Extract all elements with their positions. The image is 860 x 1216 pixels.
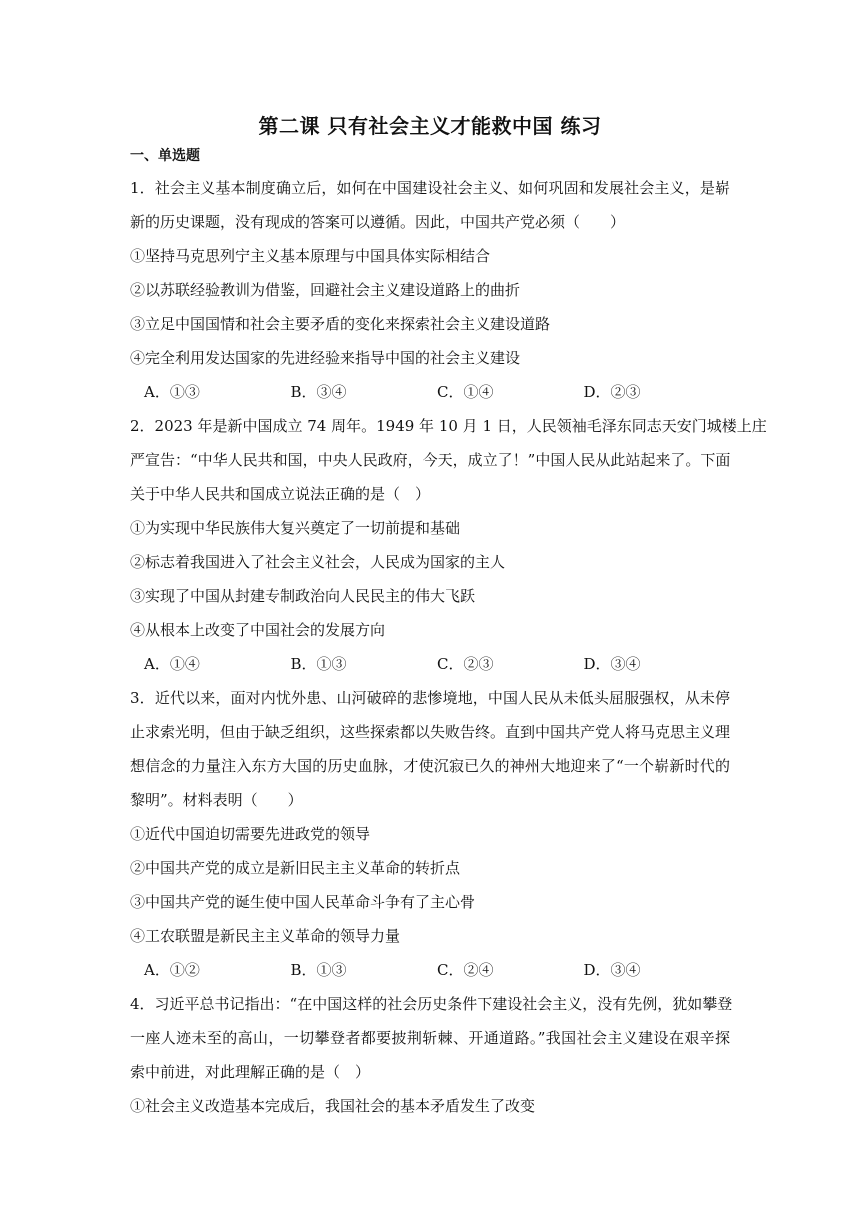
question-stem-line: 黎明”。材料表明（ ） <box>130 791 303 809</box>
question-stem-line: 1．社会主义基本制度确立后，如何在中国建设社会主义、如何巩固和发展社会主义，是崭 <box>130 179 730 197</box>
question-stem-line: 3．近代以来，面对内忧外患、山河破碎的悲惨境地，中国人民从未低头屈服强权，从未停 <box>130 689 730 707</box>
question-stem-line: 新的历史课题，没有现成的答案可以遵循。因此，中国共产党必须（ ） <box>130 213 626 231</box>
question-stem-line: 关于中华人民共和国成立说法正确的是（ ） <box>130 485 431 503</box>
question-stem-line: 严宣告：“中华人民共和国，中央人民政府，今天，成立了！”中国人民从此站起来了。下面 <box>130 451 731 469</box>
option-c: C．②③ <box>437 655 494 673</box>
statement-item: ②以苏联经验教训为借鉴，回避社会主义建设道路上的曲折 <box>130 281 521 299</box>
option-d: D．②③ <box>583 383 641 401</box>
question-4 <box>130 987 733 1123</box>
statement-item: ③实现了中国从封建专制政治向人民民主的伟大飞跃 <box>130 587 476 605</box>
statement-item: ①近代中国迫切需要先进政党的领导 <box>130 825 371 843</box>
statement-item: ④完全利用发达国家的先进经验来指导中国的社会主义建设 <box>130 349 521 367</box>
option-b: B．①③ <box>290 655 347 673</box>
page-title: 第二课 只有社会主义才能救中国 练习 <box>258 114 602 138</box>
question-1 <box>130 171 730 409</box>
statement-item: ①社会主义改造基本完成后，我国社会的基本矛盾发生了改变 <box>130 1097 536 1115</box>
option-d: D．③④ <box>583 655 641 673</box>
option-b: B．③④ <box>290 383 347 401</box>
question-3 <box>130 681 730 987</box>
statement-item: ④从根本上改变了中国社会的发展方向 <box>130 621 386 639</box>
question-stem-line: 4．习近平总书记指出：“在中国这样的社会历史条件下建设社会主义，没有先例，犹如攀登 <box>130 995 733 1013</box>
statement-item: ②标志着我国进入了社会主义社会，人民成为国家的主人 <box>130 553 506 571</box>
option-d: D．③④ <box>583 961 641 979</box>
option-c: C．①④ <box>437 383 494 401</box>
statement-item: ②中国共产党的成立是新旧民主主义革命的转折点 <box>130 859 461 877</box>
statement-item: ①为实现中华民族伟大复兴奠定了一切前提和基础 <box>130 519 461 537</box>
statement-item: ③立足中国国情和社会主要矛盾的变化来探索社会主义建设道路 <box>130 315 551 333</box>
statement-item: ③中国共产党的诞生使中国人民革命斗争有了主心骨 <box>130 893 476 911</box>
question-stem-line: 想信念的力量注入东方大国的历史血脉，才使沉寂已久的神州大地迎来了“一个崭新时代的 <box>130 757 730 775</box>
option-c: C．②④ <box>437 961 494 979</box>
option-a: A．①③ <box>144 383 200 401</box>
option-a: A．①② <box>144 961 200 979</box>
statement-item: ④工农联盟是新民主主义革命的领导力量 <box>130 927 401 945</box>
question-stem-line: 2．2023 年是新中国成立 74 周年。1949 年 10 月 1 日，人民领袖毛泽东同志天安门城楼上庄 <box>130 417 767 435</box>
question-stem-line: 一座人迹未至的高山，一切攀登者都要披荆斩棘、开通道路。”我国社会主义建设在艰辛探 <box>130 1029 730 1047</box>
answer-options <box>130 953 730 987</box>
answer-options <box>130 647 730 681</box>
answer-options <box>130 375 730 409</box>
question-stem-line: 止求索光明，但由于缺乏组织，这些探索都以失败告终。直到中国共产党人将马克思主义理 <box>130 723 731 741</box>
statement-item: ①坚持马克思列宁主义基本原理与中国具体实际相结合 <box>130 247 491 265</box>
section-heading: 一、单选题 <box>130 148 200 164</box>
option-b: B．①③ <box>290 961 347 979</box>
option-a: A．①④ <box>144 655 200 673</box>
question-stem-line: 索中前进，对此理解正确的是（ ） <box>130 1063 371 1081</box>
question-2 <box>130 409 767 681</box>
